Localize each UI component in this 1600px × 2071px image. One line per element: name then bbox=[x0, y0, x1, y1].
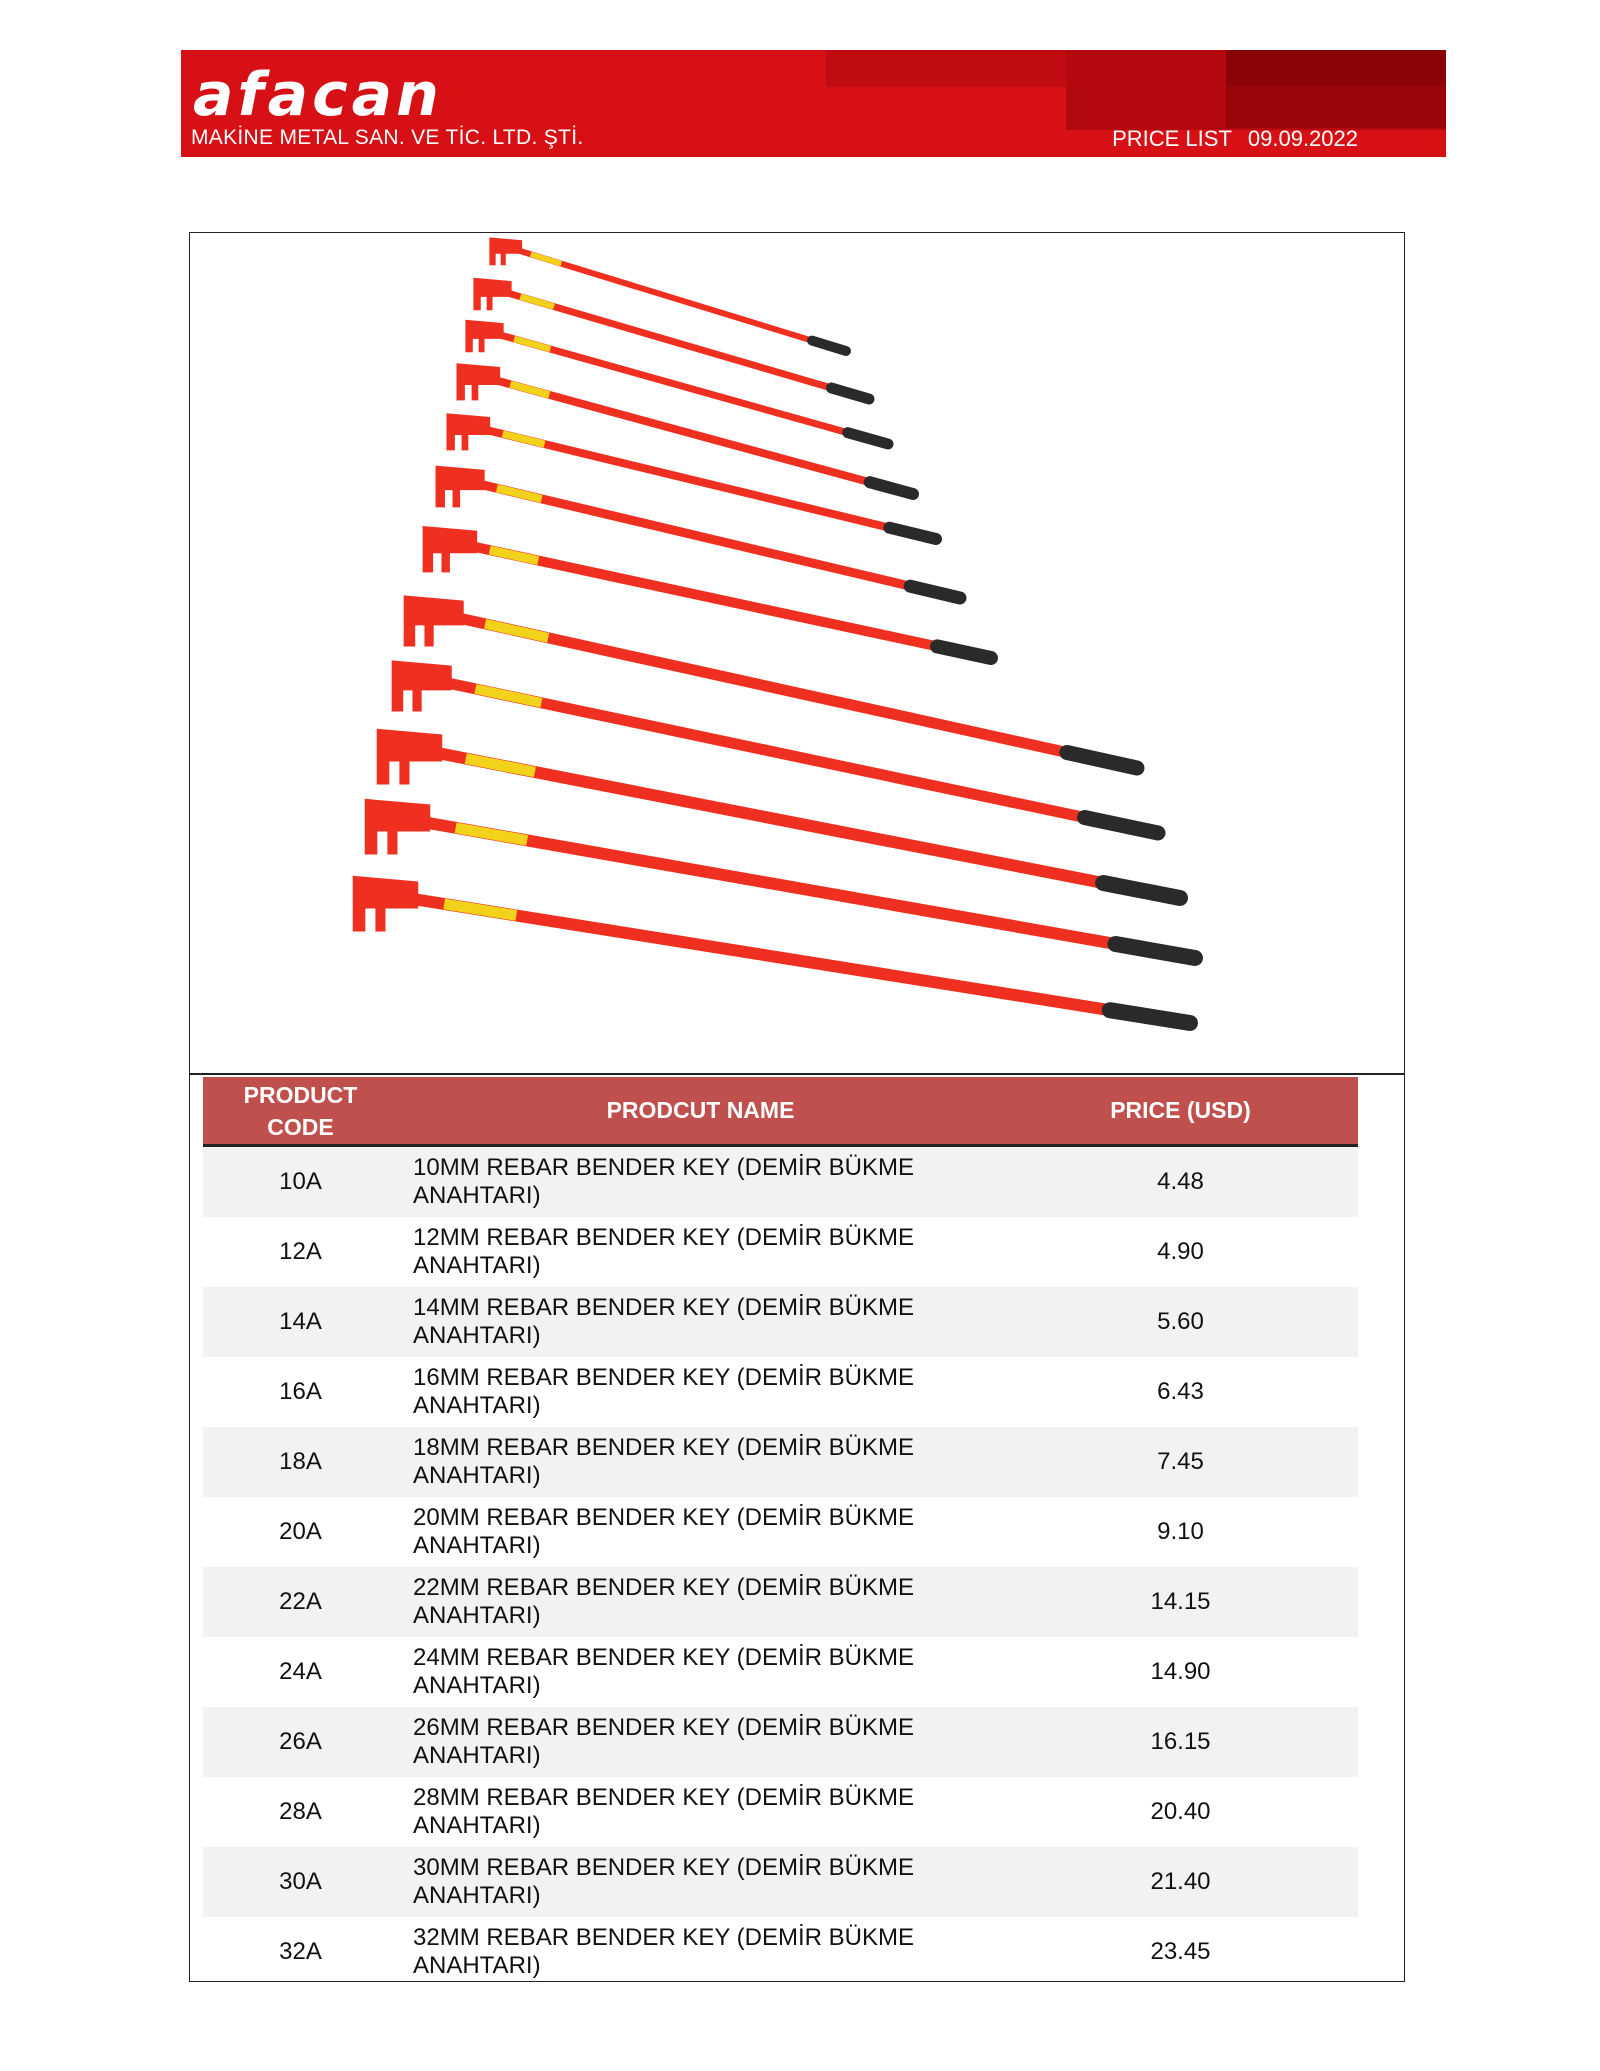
price-cell: 23.45 bbox=[1150, 1938, 1211, 1965]
table-row bbox=[203, 1917, 1358, 1987]
product-name-cell: 16MM REBAR BENDER KEY (DEMİR BÜKME ANAHTARI) bbox=[413, 1364, 914, 1419]
product-name-cell: 12MM REBAR BENDER KEY (DEMİR BÜKME ANAHTARI) bbox=[413, 1224, 914, 1279]
product-name-cell: 14MM REBAR BENDER KEY (DEMİR BÜKME ANAHTARI) bbox=[413, 1294, 914, 1349]
product-code-cell: 14A bbox=[279, 1308, 322, 1335]
product-code-cell: 30A bbox=[279, 1868, 322, 1895]
table-header bbox=[203, 1077, 1358, 1147]
table-row bbox=[203, 1427, 1358, 1497]
price-list-date bbox=[1112, 126, 1358, 152]
product-code-cell: 18A bbox=[279, 1448, 322, 1475]
price-list-label: PRICE LIST bbox=[1112, 126, 1232, 151]
product-code-cell: 22A bbox=[279, 1588, 322, 1615]
code-header-line1: PRODUCT bbox=[243, 1081, 358, 1108]
rebar-key bbox=[465, 320, 888, 444]
price-cell: 20.40 bbox=[1150, 1798, 1211, 1825]
product-name-cell: 28MM REBAR BENDER KEY (DEMİR BÜKME ANAHTARI) bbox=[413, 1784, 914, 1839]
photo-divider bbox=[189, 1073, 1405, 1075]
price-cell: 9.10 bbox=[1157, 1518, 1204, 1545]
column-header-name: PRODCUT NAME bbox=[606, 1097, 795, 1123]
price-list-date-value: 09.09.2022 bbox=[1247, 126, 1358, 151]
product-name-cell: 32MM REBAR BENDER KEY (DEMİR BÜKME ANAHTARI) bbox=[413, 1924, 914, 1979]
product-name-cell: 30MM REBAR BENDER KEY (DEMİR BÜKME ANAHTARI) bbox=[413, 1854, 914, 1909]
banner-shade bbox=[1226, 50, 1446, 86]
table-row bbox=[203, 1287, 1358, 1357]
product-code-cell: 32A bbox=[279, 1938, 322, 1965]
header-banner bbox=[181, 50, 1446, 157]
price-cell: 7.45 bbox=[1157, 1448, 1204, 1475]
product-name-cell: 24MM REBAR BENDER KEY (DEMİR BÜKME ANAHTARI) bbox=[413, 1644, 914, 1699]
rebar-key bbox=[423, 526, 991, 658]
code-header-line2: CODE bbox=[267, 1113, 334, 1140]
table-row bbox=[203, 1707, 1358, 1777]
product-code-cell: 12A bbox=[279, 1238, 322, 1265]
rebar-key bbox=[404, 595, 1137, 768]
price-cell: 5.60 bbox=[1157, 1308, 1204, 1335]
table-row bbox=[203, 1567, 1358, 1637]
product-name-cell: 18MM REBAR BENDER KEY (DEMİR BÜKME ANAHTARI) bbox=[413, 1434, 914, 1489]
product-code-cell: 26A bbox=[279, 1728, 322, 1755]
price-cell: 14.90 bbox=[1150, 1658, 1211, 1685]
table-body bbox=[203, 1147, 1358, 1987]
rebar-key bbox=[353, 876, 1190, 1023]
table-row bbox=[203, 1217, 1358, 1287]
price-cell: 14.15 bbox=[1150, 1588, 1211, 1615]
rebar-key bbox=[489, 237, 846, 351]
table-row bbox=[203, 1847, 1358, 1917]
price-cell: 6.43 bbox=[1157, 1378, 1204, 1405]
banner-shade bbox=[1226, 86, 1446, 128]
product-name-cell: 20MM REBAR BENDER KEY (DEMİR BÜKME ANAHTARI) bbox=[413, 1504, 914, 1559]
price-table bbox=[203, 1077, 1358, 1987]
product-code-cell: 10A bbox=[279, 1168, 322, 1195]
product-code-cell: 24A bbox=[279, 1658, 322, 1685]
product-code-cell: 16A bbox=[279, 1378, 322, 1405]
column-header-code bbox=[203, 1079, 398, 1143]
table-row bbox=[203, 1497, 1358, 1567]
price-cell: 21.40 bbox=[1150, 1868, 1211, 1895]
company-name: MAKİNE METAL SAN. VE TİC. LTD. ŞTİ. bbox=[191, 126, 584, 149]
product-code-cell: 28A bbox=[279, 1798, 322, 1825]
product-name-cell: 10MM REBAR BENDER KEY (DEMİR BÜKME ANAHTARI) bbox=[413, 1154, 914, 1209]
product-code-cell: 20A bbox=[279, 1518, 322, 1545]
column-header-price: PRICE (USD) bbox=[1110, 1097, 1251, 1123]
table-row bbox=[203, 1357, 1358, 1427]
table-row bbox=[203, 1147, 1358, 1217]
table-row bbox=[203, 1637, 1358, 1707]
product-name-cell: 26MM REBAR BENDER KEY (DEMİR BÜKME ANAHTARI) bbox=[413, 1714, 914, 1769]
rebar-bender-keys-image bbox=[190, 233, 1404, 1073]
product-name-cell: 22MM REBAR BENDER KEY (DEMİR BÜKME ANAHTARI) bbox=[413, 1574, 914, 1629]
product-photo bbox=[190, 233, 1404, 1073]
price-cell: 16.15 bbox=[1150, 1728, 1211, 1755]
price-cell: 4.90 bbox=[1157, 1238, 1204, 1265]
brand-logo: afacan bbox=[193, 60, 443, 130]
table-row bbox=[203, 1777, 1358, 1847]
price-cell: 4.48 bbox=[1157, 1168, 1204, 1195]
